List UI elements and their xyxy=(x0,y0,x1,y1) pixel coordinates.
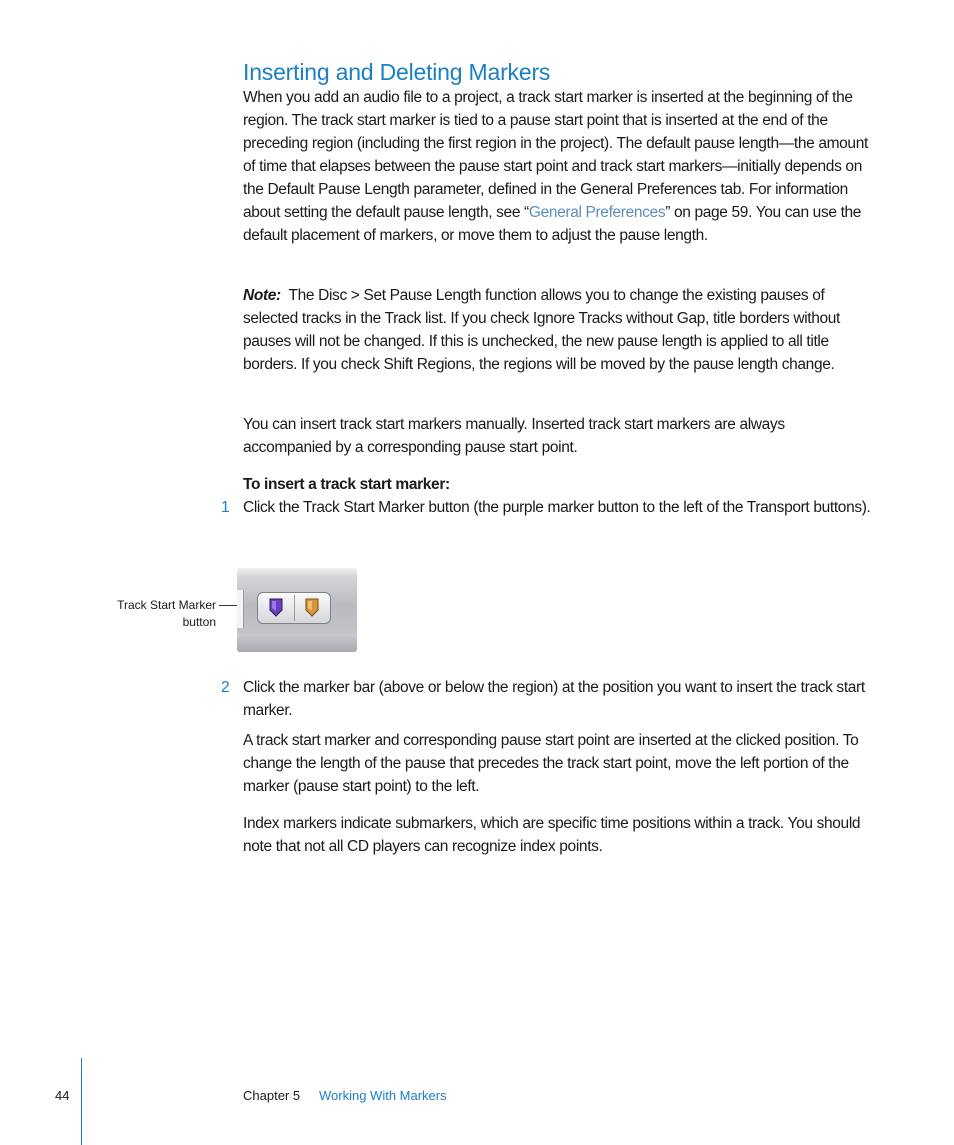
toolbar-left-edge xyxy=(237,590,244,628)
marker-toolbar-screenshot xyxy=(237,568,357,652)
step-2-result xyxy=(243,729,875,798)
marker-button-group xyxy=(257,592,331,624)
general-preferences-link[interactable]: General Preferences xyxy=(528,204,666,221)
index-paragraph xyxy=(243,812,875,858)
procedure-title-text: To insert a track start marker: xyxy=(243,476,450,493)
index-text: Index markers indicate submarkers, which are specific time positions within a track. You should note that not all CD players can recognize index points. xyxy=(243,815,861,855)
step-1-text: Click the Track Start Marker button (the purple marker button to the left of the Transport buttons). xyxy=(243,499,871,516)
intro-text-end: ” on page 59. You can use the default placement of markers, or move them to adjust the pause length. xyxy=(243,204,862,244)
note-paragraph xyxy=(243,284,875,376)
button-divider xyxy=(294,595,295,621)
track-start-marker-icon[interactable] xyxy=(268,598,284,618)
pause-marker-icon[interactable] xyxy=(304,598,320,618)
procedure-title xyxy=(243,473,875,496)
step-2-result-text: A track start marker and corresponding pause start point are inserted at the clicked position. To change the length of the pause that precedes the track start point, move the left portion of the marker (pause start point) to the left. xyxy=(243,732,859,795)
callout-line-1: Track Start Marker xyxy=(117,598,216,612)
intro-paragraph xyxy=(243,86,875,247)
chapter-title[interactable]: Working With Markers xyxy=(319,1088,447,1103)
page-number: 44 xyxy=(55,1088,70,1103)
step-number-1: 1 xyxy=(221,499,230,516)
step-2 xyxy=(243,676,875,722)
footer-rule xyxy=(81,1058,82,1145)
step-number-2: 2 xyxy=(221,679,230,696)
step-2-text: Click the marker bar (above or below the region) at the position you want to insert the track start marker. xyxy=(243,679,865,719)
note-label: Note: xyxy=(243,287,281,304)
callout-line-2: button xyxy=(182,615,216,629)
manual-text: You can insert track start markers manually. Inserted track start markers are always accompanied by a corresponding pause start point. xyxy=(243,416,785,456)
intro-text-start: When you add an audio file to a project, a track start marker is inserted at the beginning of the region. The track start marker is tied to a pause start point that is inserted at the end of the preceding region (including the first region in the project). The default pause length—the amount of time that elapses between the pause start point and track start markers—initially depends on the Default Pause Length parameter, defined in the General Preferences tab. For information about setting the default pause length, see “ xyxy=(243,89,868,221)
toolbar-bottom-edge xyxy=(237,634,357,652)
step-1 xyxy=(243,496,875,519)
section-heading: Inserting and Deleting Markers xyxy=(243,59,551,85)
chapter-label: Chapter 5 xyxy=(243,1088,301,1103)
toolbar-top-edge xyxy=(237,568,357,578)
manual-paragraph xyxy=(243,413,875,459)
figure-callout-label xyxy=(100,597,216,631)
note-text: The Disc > Set Pause Length function allows you to change the existing pauses of selected tracks in the Track list. If you check Ignore Tracks without Gap, title borders without pauses will not be changed. If this is unchecked, the new pause length is applied to all title borders. If you check Shift Regions, the regions will be moved by the pause length change. xyxy=(243,287,841,373)
